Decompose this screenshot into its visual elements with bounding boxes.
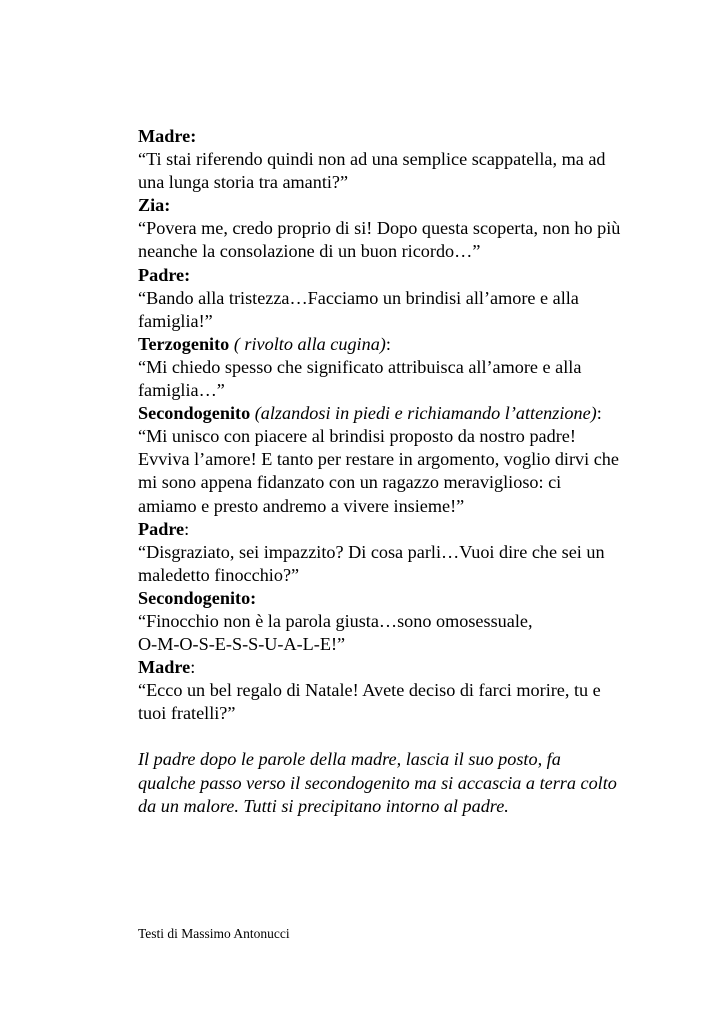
- page-footer: Testi di Massimo Antonucci: [138, 926, 290, 941]
- speaker-line: [138, 194, 668, 217]
- script-page: [138, 125, 668, 818]
- speaker-name: Terzogenito: [138, 333, 230, 354]
- speaker-line: [138, 264, 668, 287]
- speaker-name: Secondogenito: [138, 403, 251, 424]
- speaker-name: Madre:: [138, 126, 197, 146]
- stage-direction-line: qualche passo verso il secondogenito ma si accascia a terra colto: [138, 772, 617, 793]
- dialogue-line: “Finocchio non è la parola giusta…sono omosessuale,: [138, 610, 533, 631]
- dialogue-line: “Mi chiedo spesso che significato attribuisca all’amore e alla: [138, 356, 582, 377]
- dialogue-line: amiamo e presto andremo a vivere insieme!”: [138, 495, 465, 516]
- dialogue-line: “Disgraziato, sei impazzito? Di cosa parli…Vuoi dire che sei un: [138, 541, 605, 562]
- speaker-colon: :: [184, 518, 190, 539]
- dialogue-line: “Povera me, credo proprio di si! Dopo questa scoperta, non ho più: [138, 218, 621, 239]
- speaker-colon: :: [596, 403, 602, 424]
- speaker-name: Secondogenito:: [138, 587, 257, 608]
- dialogue-line: “Bando alla tristezza…Facciamo un brindisi all’amore e alla: [138, 287, 579, 308]
- dialogue-line: famiglia…”: [138, 380, 225, 401]
- paragraph-gap: [138, 725, 668, 748]
- dialogue-line: O-M-O-S-E-S-S-U-A-L-E!”: [138, 634, 346, 655]
- speaker-line: [138, 125, 668, 148]
- dialogue-line: “Ecco un bel regalo di Natale! Avete deciso di farci morire, tu e: [138, 680, 601, 701]
- speaker-colon: :: [190, 657, 196, 678]
- speaker-name: Madre: [138, 657, 191, 678]
- dialogue-line: una lunga storia tra amanti?”: [138, 172, 349, 193]
- dialogue-line: neanche la consolazione di un buon ricordo…”: [138, 241, 481, 262]
- speaker-line: [138, 333, 668, 356]
- speaker-colon: :: [385, 333, 391, 354]
- stage-direction-inline: (alzandosi in piedi e richiamando l’attenzione): [250, 403, 597, 424]
- stage-direction-inline: ( rivolto alla cugina): [229, 333, 386, 354]
- stage-direction-line: Il padre dopo le parole della madre, lascia il suo posto, fa: [138, 749, 561, 770]
- dialogue-line: tuoi fratelli?”: [138, 703, 236, 724]
- speaker-line: [138, 656, 668, 679]
- dialogue-line: famiglia!”: [138, 310, 213, 331]
- speaker-line: [138, 518, 668, 541]
- speaker-line: [138, 587, 668, 610]
- dialogue-line: “Mi unisco con piacere al brindisi proposto da nostro padre!: [138, 426, 576, 447]
- dialogue-line: mi sono appena fidanzato con un ragazzo meraviglioso: ci: [138, 472, 562, 493]
- dialogue-line: maledetto finocchio?”: [138, 564, 300, 585]
- speaker-line: [138, 402, 668, 425]
- speaker-name: Padre:: [138, 264, 191, 285]
- speaker-name: Padre: [138, 518, 185, 539]
- dialogue-line: “Ti stai riferendo quindi non ad una semplice scappatella, ma ad: [138, 149, 606, 170]
- dialogue-line: Evviva l’amore! E tanto per restare in argomento, voglio dirvi che: [138, 449, 619, 470]
- speaker-name: Zia:: [138, 195, 171, 216]
- stage-direction-line: da un malore. Tutti si precipitano intorno al padre.: [138, 795, 509, 816]
